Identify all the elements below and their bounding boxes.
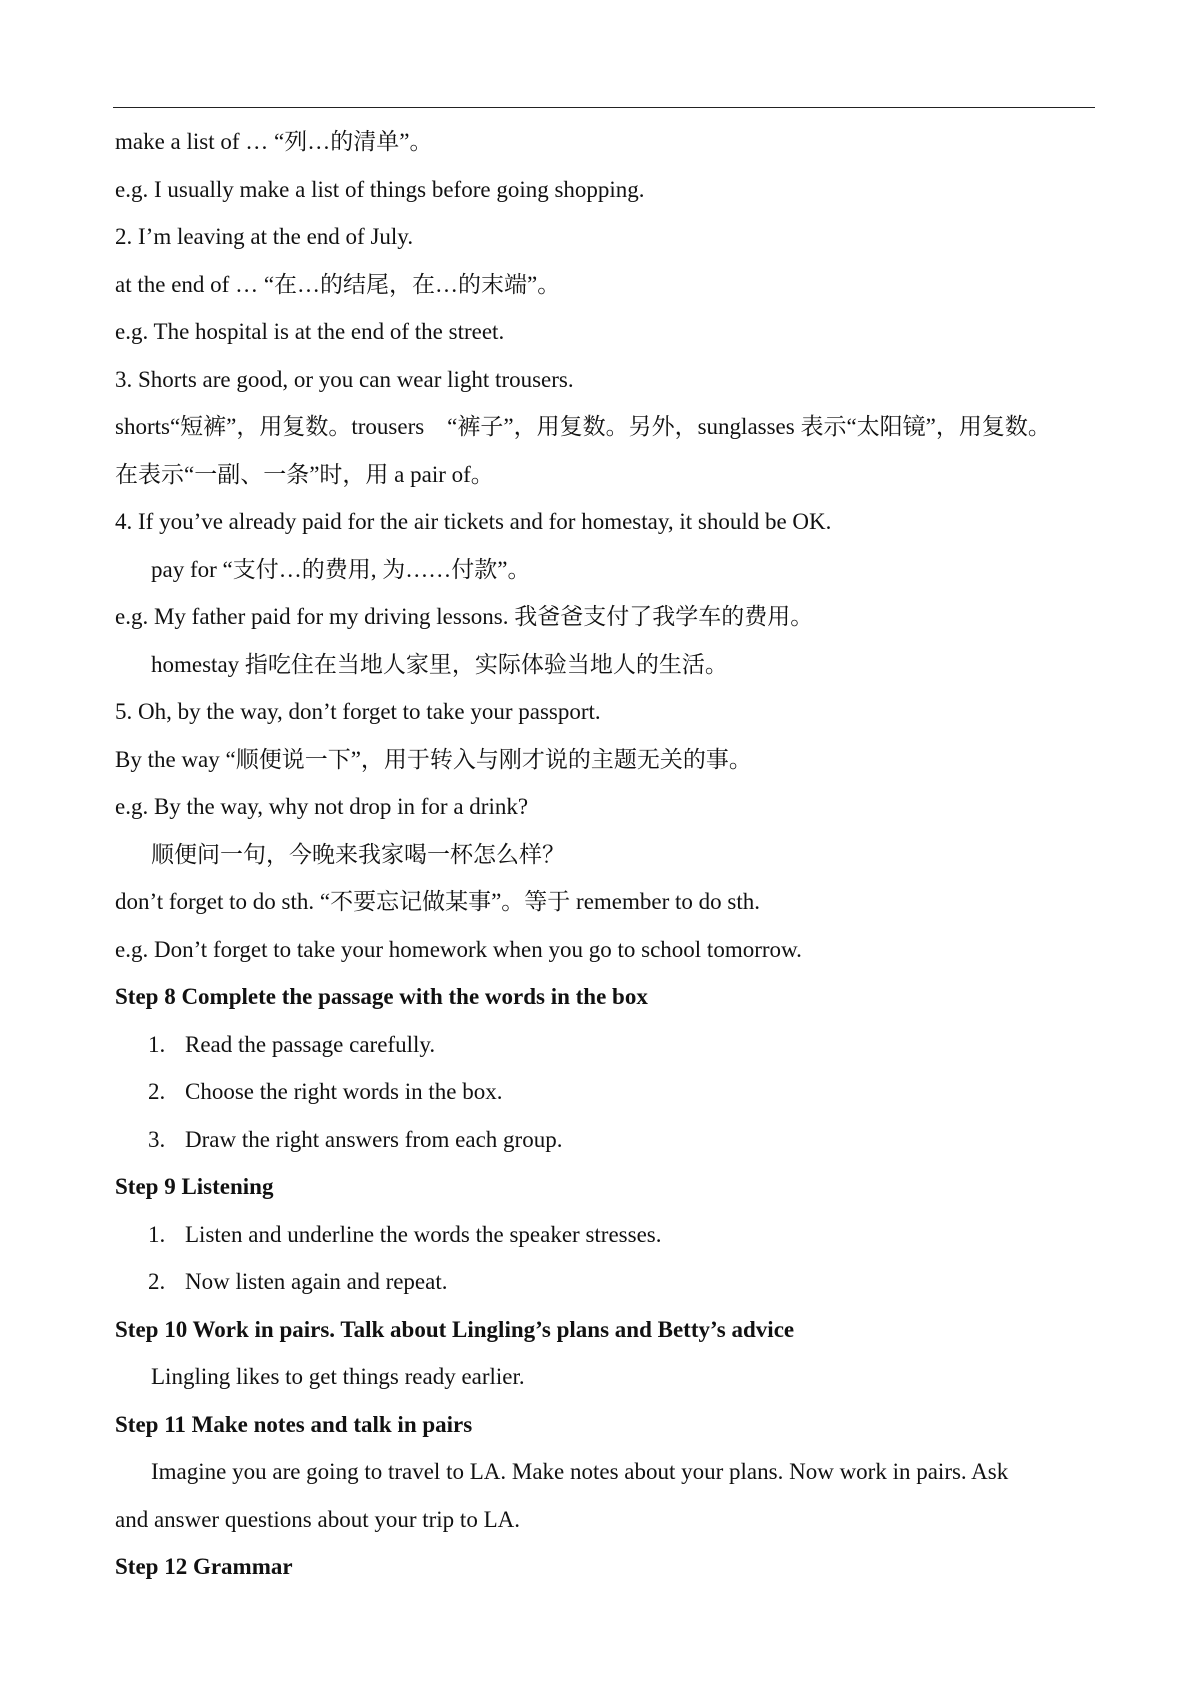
text-line: 3. Shorts are good, or you can wear light trousers. [115, 366, 574, 392]
list-number: 2. [148, 1079, 166, 1104]
text-line: and answer questions about your trip to LA. [115, 1506, 520, 1532]
list-item [115, 1116, 1100, 1164]
list-item [115, 1211, 1100, 1259]
indented-text-line: 顺便问一句，今晚来我家喝一杯怎么样？ [151, 841, 565, 867]
indented-text-line: Lingling likes to get things ready earlier. [151, 1364, 525, 1389]
list-item [115, 1068, 1100, 1116]
step-heading: Step 11 Make notes and talk in pairs [115, 1411, 473, 1437]
text-line: 4. If you’ve already paid for the air tickets and for homestay, it should be OK. [115, 509, 832, 534]
step-heading: Step 10 Work in pairs. Talk about Lingling’s plans and Betty’s advice [115, 1316, 795, 1342]
text-line: e.g. My father paid for my driving lessons. 我爸爸支付了我学车的费用。 [115, 604, 814, 629]
list-number: 1. [148, 1031, 166, 1057]
list-text: Now listen again and repeat. [185, 1269, 448, 1294]
indented-text-line: Imagine you are going to travel to LA. Make notes about your plans. Now work in pairs. Ask [151, 1459, 1009, 1484]
list-number: 1. [148, 1221, 166, 1247]
list-number: 3. [148, 1126, 166, 1152]
list-text: Draw the right answers from each group. [185, 1126, 563, 1152]
text-line: 5. Oh, by the way, don’t forget to take your passport. [115, 699, 601, 724]
step-heading: Step 8 Complete the passage with the words in the box [115, 984, 648, 1009]
indented-text-line: homestay 指吃住在当地人家里，实际体验当地人的生活。 [151, 651, 728, 677]
list-item [115, 1021, 1100, 1069]
text-line: e.g. By the way, why not drop in for a drink? [115, 794, 529, 819]
step-heading: Step 9 Listening [115, 1174, 274, 1199]
text-line: make a list of … “列…的清单”。 [115, 129, 433, 154]
list-item [115, 1258, 1100, 1306]
header-rule [113, 107, 1095, 108]
text-line: e.g. The hospital is at the end of the street. [115, 319, 505, 344]
text-line: 在表示“一副、一条”时，用 a pair of。 [115, 461, 494, 487]
text-line: e.g. Don’t forget to take your homework when you go to school tomorrow. [115, 936, 802, 962]
text-line: don’t forget to do sth. “不要忘记做某事”。等于 remember to do sth. [115, 889, 760, 914]
text-line: e.g. I usually make a list of things before going shopping. [115, 176, 645, 202]
list-text: Choose the right words in the box. [185, 1079, 503, 1104]
list-text: Read the passage carefully. [185, 1031, 436, 1057]
list-text: Listen and underline the words the speaker stresses. [185, 1221, 662, 1247]
text-line: shorts“短裤”，用复数。trousers “裤子”，用复数。另外，sunglasses 表示“太阳镜”，用复数。 [115, 414, 1051, 439]
text-line: 2. I’m leaving at the end of July. [115, 224, 414, 249]
text-line: By the way “顺便说一下”，用于转入与刚才说的主题无关的事。 [115, 746, 752, 772]
document-body [115, 118, 1100, 1591]
text-line: at the end of … “在…的结尾，在…的末端”。 [115, 271, 561, 297]
list-number: 2. [148, 1269, 166, 1294]
step-heading: Step 12 Grammar [115, 1554, 293, 1579]
indented-text-line: pay for “支付…的费用, 为……付款”。 [151, 556, 531, 582]
